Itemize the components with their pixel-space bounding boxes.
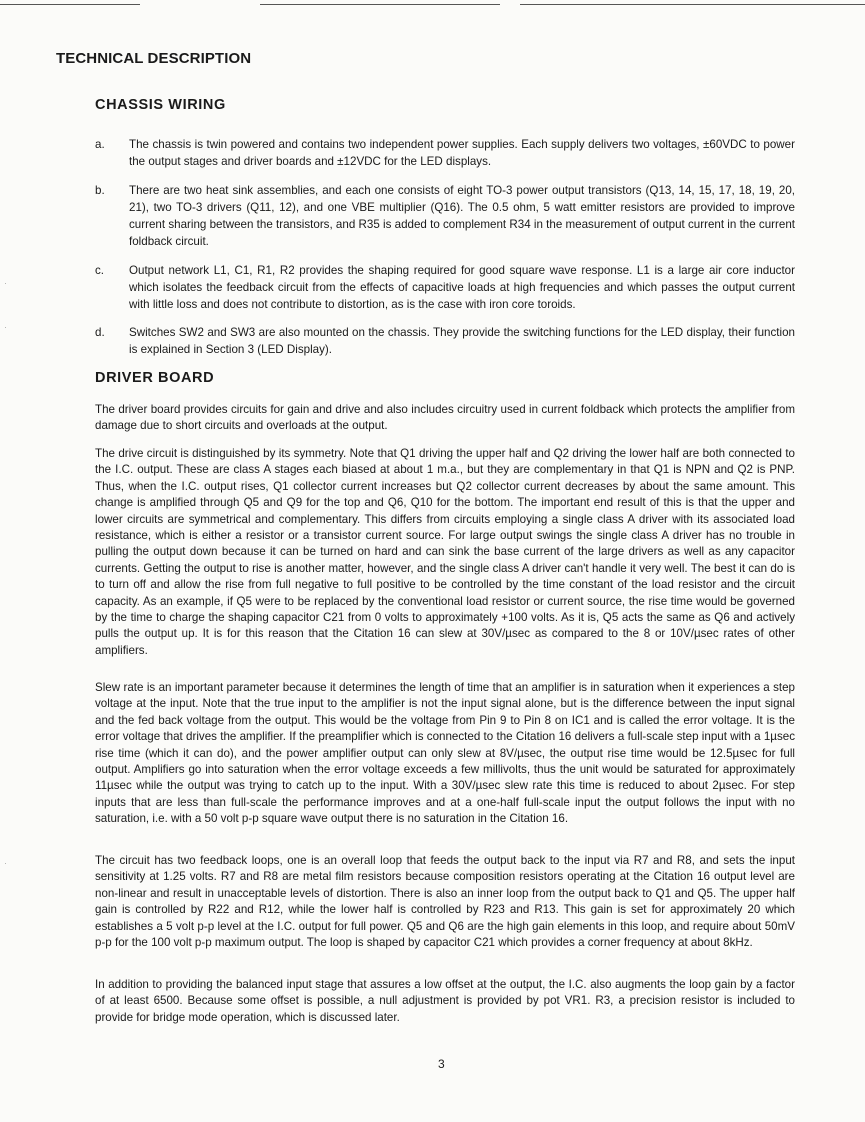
list-item xyxy=(95,182,795,250)
paragraph: Slew rate is an important parameter because it determines the length of time that an amplifier is in saturation when it experiences a step voltage at the input. Note that the true input to the amplifier is not the input signal alone, but is the difference between the input signal and the fed back voltage from the output. This would be the voltage from Pin 9 to Pin 8 on IC1 and is called the error voltage. It is the error voltage that drives the amplifier. If the preamplifier which is connected to the Citation 16 delivers a full-scale step input with a 1µsec rise time (which it can do), and the power amplifier output can only slew at 8V/µsec, the output rise time would be 12.5µsec for full output. Amplifiers go into saturation when the error voltage exceeds a few millivolts, thus the unit would be saturated for approximately 11µsec while the output was trying to catch up to the input. With a 30V/µsec slew rate this time is reduced to about 2µsec. For step inputs that are less than full-scale the performance improves and at a one-half full-scale input the output follows the input with no saturation, i.e. with a 50 volt p-p square wave output there is no saturation in the Citation 16. xyxy=(95,681,795,826)
list-item xyxy=(95,136,795,170)
list-item-label: a. xyxy=(95,138,105,151)
page-number: 3 xyxy=(438,1057,445,1071)
scan-speck: · xyxy=(4,858,7,868)
list-item-label: b. xyxy=(95,184,105,197)
scan-speck: · xyxy=(4,322,7,332)
list-item xyxy=(95,324,795,358)
list-item-label: d. xyxy=(95,326,105,339)
chassis-wiring-heading: CHASSIS WIRING xyxy=(95,97,226,113)
scan-edge-line xyxy=(260,4,500,5)
list-item-label: c. xyxy=(95,264,105,277)
page-title: TECHNICAL DESCRIPTION xyxy=(56,50,252,67)
list-item-text: The chassis is twin powered and contains two independent power supplies. Each supply delivers two voltages, ±60VDC to power the output stages and driver boards and ±12VDC for the LED displays. xyxy=(129,138,795,168)
scan-edge-line xyxy=(0,4,140,5)
list-item-text: There are two heat sink assemblies, and each one consists of eight TO-3 power output transistors (Q13, 14, 15, 17, 18, 19, 20, 21), two TO-3 drivers (Q11, 12), and one VBE multiplier (Q16). The 0.5 ohm, 5 watt emitter resistors are provided to improve current sharing between the transistors, and R35 is added to complement R34 in the measurement of output current in the current foldback circuit. xyxy=(129,184,795,248)
scan-edge-line xyxy=(520,4,865,5)
scan-speck: · xyxy=(4,278,7,288)
list-item-text: Output network L1, C1, R1, R2 provides the shaping required for good square wave response. L1 is a large air core inductor which isolates the feedback circuit from the effects of capacitive loads at high frequencies and which passes the output current with little loss and does not contribute to distortion, as is the case with iron core toroids. xyxy=(129,264,795,311)
paragraph: The drive circuit is distinguished by its symmetry. Note that Q1 driving the upper half and Q2 driving the lower half are both connected to the I.C. output. These are class A stages each biased at about 1 m.a., but they are complementary in that Q1 is NPN and Q2 is PNP. Thus, when the I.C. output rises, Q1 collector current increases but Q2 collector current decreases by about the same amount. This change is amplified through Q5 and Q9 for the top and Q6, Q10 for the bottom. The important end result of this is that the upper and lower circuits are symmetrical and complementary. This differs from circuits employing a single class A driver with its associated load resistance, which is either a resistor or a transistor current source. For large output swings the single class A driver has no trouble in pulling the output down because it can be turned on hard and can sink the base current of the large drivers as well as any capacitor currents. Getting the output to rise is another matter, however, and the single class A driver can't handle it very well. The best it can do is to turn off and allow the rise from full negative to full positive to be controlled by the time constant of the load resistor and the circuit capacity. As an example, if Q5 were to be replaced by the conventional load resistor or current source, the rise time would be governed by the time to charge the shaping capacitor C21 from 0 volts to approximately +100 volts. As it is, Q5 acts the same as Q6 and actively pulls the output up. It is for this reason that the Citation 16 can slew at 30V/µsec as compared to the 8 or 10V/µsec rates of other amplifiers. xyxy=(95,447,795,657)
list-item-text: Switches SW2 and SW3 are also mounted on the chassis. They provide the switching functions for the LED display, their function is explained in Section 3 (LED Display). xyxy=(129,326,795,356)
paragraph: In addition to providing the balanced input stage that assures a low offset at the output, the I.C. also augments the loop gain by a factor of at least 6500. Because some offset is possible, a null adjustment is provided by pot VR1. R3, a precision resistor is included to provide for bridge mode operation, which is discussed later. xyxy=(95,978,795,1024)
paragraph: The driver board provides circuits for gain and drive and also includes circuitry used in current foldback which protects the amplifier from damage due to short circuits and overloads at the output. xyxy=(95,403,795,433)
driver-board-heading: DRIVER BOARD xyxy=(95,370,215,386)
list-item xyxy=(95,262,795,313)
paragraph: The circuit has two feedback loops, one is an overall loop that feeds the output back to the input via R7 and R8, and sets the input sensitivity at 1.25 volts. R7 and R8 are metal film resistors because composition resistors operating at the Citation 16 output level are non-linear and result in unacceptable levels of distortion. There is also an inner loop from the output back to Q1 and Q5. The upper half gain is controlled by R22 and R12, while the lower half is controlled by R23 and R13. This gain is set for approximately 20 which establishes a 5 volt p-p level at the I.C. output for full power. Q5 and Q6 are the high gain elements in this loop, and require about 50mV p-p for the 100 volt p-p maximum output. The loop is shaped by capacitor C21 which provides a corner frequency at about 8kHz. xyxy=(95,854,795,950)
